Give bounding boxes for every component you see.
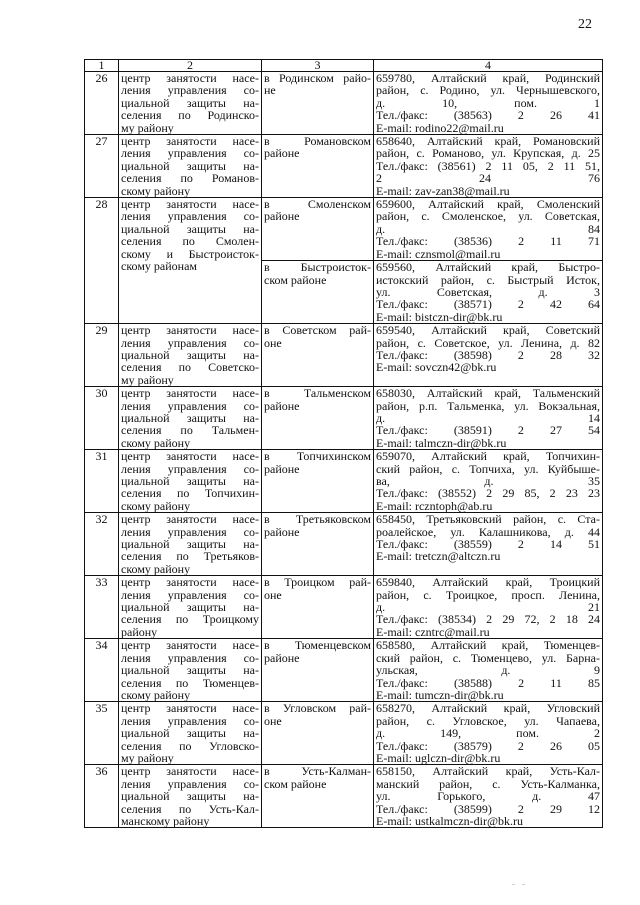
organization-name-line: центр занятости насе- xyxy=(121,512,259,527)
service-area-line: районе xyxy=(264,524,300,539)
organization-name xyxy=(119,324,262,387)
contact-address-line: роалейское, ул. Калашникова, д. 44 xyxy=(376,524,600,539)
organization-name-line: ления управления со- xyxy=(121,398,259,413)
service-area-line: в Угловском рай- xyxy=(264,701,371,716)
column-number-3: 3 xyxy=(262,60,374,72)
service-area-line: районе xyxy=(264,398,300,413)
organization-name-line: центр занятости насе- xyxy=(121,71,259,85)
contact-address-line: E-mail: rczntoph@ab.ru xyxy=(376,498,493,513)
contact-address-line: д. 10, пом. 1 xyxy=(376,95,600,110)
organization-name-line: селения по Третьяков- xyxy=(121,549,259,564)
organization-name-line: циальной защиты на- xyxy=(121,158,259,173)
organization-name-line: центр занятости насе- xyxy=(121,386,259,401)
organization-name xyxy=(119,387,262,450)
service-area-line: в Третьяковском xyxy=(264,512,371,527)
table-row xyxy=(85,765,603,828)
service-area xyxy=(262,765,374,828)
organization-name-line: ления управления со- xyxy=(121,587,259,602)
organization-name xyxy=(119,576,262,639)
contact-address xyxy=(374,387,603,450)
service-area-line: в Тюменцевском xyxy=(264,638,371,653)
contact-address-line: 659560, Алтайский край, Быстро- xyxy=(376,260,600,275)
column-number-1: 1 xyxy=(85,60,119,72)
table-row xyxy=(85,639,603,702)
organization-name-line: селения по Смолен- xyxy=(121,234,259,249)
contact-address-line: манский район, с. Усть-Калманка, xyxy=(376,776,600,791)
contact-address-line: E-mail: czntrc@mail.ru xyxy=(376,624,490,639)
contact-address xyxy=(374,324,603,387)
row-number: 33 xyxy=(85,576,119,639)
table-row xyxy=(85,324,603,387)
table-row xyxy=(85,702,603,765)
service-area xyxy=(262,513,374,576)
row-number: 28 xyxy=(85,198,119,324)
contact-address-line: ский район, с. Тюменцево, ул. Барна- xyxy=(376,650,600,665)
organization-name-line: циальной защиты на- xyxy=(121,789,259,804)
contact-address-line: район, с. Угловское, ул. Чапаева, xyxy=(376,713,600,728)
service-area-line: в Тальменском xyxy=(264,386,371,401)
service-area-line: ском районе xyxy=(264,272,327,287)
contact-address-line: E-mail: ustkalmczn-dir@bk.ru xyxy=(376,813,524,828)
contact-address-line: 658150, Алтайский край, Усть-Кал- xyxy=(376,764,600,779)
service-area-line: в Смоленском xyxy=(264,197,371,212)
organization-name-line: ления управления со- xyxy=(121,335,259,350)
contact-address xyxy=(374,261,603,324)
service-area xyxy=(262,576,374,639)
table-row xyxy=(85,450,603,513)
contact-address xyxy=(374,702,603,765)
organization-name-line: скому району xyxy=(121,687,191,702)
contact-address-line: Тел./факс: (38598) 2 28 32 xyxy=(376,347,600,362)
service-area-line: не xyxy=(264,83,276,98)
service-area xyxy=(262,450,374,513)
service-area-line: в Романовском xyxy=(264,134,371,149)
page-number: 22 xyxy=(578,17,592,32)
contact-address-line: E-mail: zav-zan38@mail.ru xyxy=(376,183,510,198)
organization-name-line: ления управления со- xyxy=(121,713,259,728)
organization-name-line: ления управления со- xyxy=(121,461,259,476)
contact-address-line: E-mail: talmczn-dir@bk.ru xyxy=(376,435,507,450)
organization-name-line: циальной защиты на- xyxy=(121,221,259,236)
service-area-line: ском районе xyxy=(264,776,327,791)
service-area xyxy=(262,639,374,702)
contact-address-line: д. 149, пом. 2 xyxy=(376,726,600,741)
contact-address xyxy=(374,576,603,639)
organization-name-line: му району xyxy=(121,120,174,135)
contact-address-line: 658270, Алтайский край, Угловский xyxy=(376,701,600,716)
organization-name-line: центр занятости насе- xyxy=(121,197,259,212)
contact-address-line: Тел./факс: (38552) 2 29 85, 2 23 23 xyxy=(376,486,600,501)
table-body xyxy=(85,72,603,828)
table-row xyxy=(85,513,603,576)
contact-address xyxy=(374,198,603,261)
contact-address-line: д. 21 xyxy=(376,600,600,615)
contact-address-line: E-mail: rodino22@mail.ru xyxy=(376,120,504,135)
organization-name xyxy=(119,765,262,828)
contact-address-line: E-mail: sovczn42@bk.ru xyxy=(376,360,497,375)
contact-address-line: 658580, Алтайский край, Тюменцев- xyxy=(376,638,600,653)
organization-name-line: ления управления со- xyxy=(121,776,259,791)
contact-address-line: ул. Советская, д. 3 xyxy=(376,284,600,299)
organization-name-line: ления управления со- xyxy=(121,650,259,665)
column-number-4: 4 xyxy=(374,60,603,72)
contact-address-line: 659070, Алтайский край, Топчихин- xyxy=(376,449,600,464)
organization-name-line: центр занятости насе- xyxy=(121,449,259,464)
contact-address-line: E-mail: uglczn-dir@bk.ru xyxy=(376,750,501,765)
contact-address-line: д. 84 xyxy=(376,221,600,236)
contact-address-line: 659780, Алтайский край, Родинский xyxy=(376,71,600,85)
table-row xyxy=(85,198,603,261)
service-area-line: оне xyxy=(264,713,282,728)
contact-address-line: район, с. Смоленское, ул. Советская, xyxy=(376,209,600,224)
contact-address-line: 658640, Алтайский край, Романовский xyxy=(376,134,600,149)
organization-name-line: скому районам xyxy=(121,259,198,274)
service-area-line: в Усть-Калман- xyxy=(264,764,371,779)
contact-address xyxy=(374,135,603,198)
contact-address-line: район, с. Троицкое, просп. Ленина, xyxy=(376,587,600,602)
row-number: 26 xyxy=(85,72,119,135)
service-area-line: районе xyxy=(264,650,300,665)
service-area-line: в Троицком рай- xyxy=(264,575,371,590)
organization-name xyxy=(119,198,262,324)
service-area xyxy=(262,387,374,450)
organization-name-line: ления управления со- xyxy=(121,209,259,224)
service-area-line: оне xyxy=(264,335,282,350)
organization-name-line: селения по Угловско- xyxy=(121,738,259,753)
row-number: 32 xyxy=(85,513,119,576)
contact-address xyxy=(374,72,603,135)
contact-address-line: Тел./факс: (38579) 2 26 05 xyxy=(376,738,600,753)
service-area xyxy=(262,135,374,198)
row-number: 29 xyxy=(85,324,119,387)
organization-name-line: ления управления со- xyxy=(121,83,259,98)
service-area-line: в Топчихинском xyxy=(264,449,371,464)
table-row xyxy=(85,72,603,135)
organization-name-line: селения по Советско- xyxy=(121,360,259,375)
contact-address-line: Тел./факс: (38571) 2 42 64 xyxy=(376,297,600,312)
service-area xyxy=(262,72,374,135)
contact-address-line: Тел./факс: (38563) 2 26 41 xyxy=(376,108,600,123)
service-area-line: в Советском рай- xyxy=(264,323,371,338)
contact-address xyxy=(374,513,603,576)
organization-name-line: му району xyxy=(121,372,174,387)
service-area-line: оне xyxy=(264,587,282,602)
organization-name-line: центр занятости насе- xyxy=(121,638,259,653)
organization-name-line: циальной защиты на- xyxy=(121,474,259,488)
organization-name xyxy=(119,450,262,513)
contact-address-line: 2 24 76 xyxy=(376,171,600,186)
organization-name-line: ления управления со- xyxy=(121,524,259,539)
scan-artifact xyxy=(512,884,515,885)
organization-name-line: селения по Усть-Кал- xyxy=(121,801,259,816)
service-area xyxy=(262,702,374,765)
contact-address-line: Тел./факс: (38561) 2 11 05, 2 11 51, xyxy=(376,158,600,173)
organization-name-line: циальной защиты на- xyxy=(121,663,259,678)
row-number: 34 xyxy=(85,639,119,702)
row-number: 36 xyxy=(85,765,119,828)
organization-name-line: селения по Троицкому xyxy=(121,612,259,627)
table-row xyxy=(85,135,603,198)
row-number: 30 xyxy=(85,387,119,450)
service-area-line: в Родинском райо- xyxy=(264,71,371,85)
contact-address-line: ский район, с. Топчиха, ул. Куйбыше- xyxy=(376,461,600,476)
contact-address-line: ульская, д. 9 xyxy=(376,663,600,678)
contact-address-line: Тел./факс: (38536) 2 11 71 xyxy=(376,234,600,249)
organization-name-line: селения по Романов- xyxy=(121,171,259,186)
organization-name-line: циальной защиты на- xyxy=(121,600,259,615)
organization-name-line: циальной защиты на- xyxy=(121,347,259,362)
contact-address xyxy=(374,450,603,513)
organization-name-line: скому району xyxy=(121,561,191,576)
row-number: 35 xyxy=(85,702,119,765)
contact-address-line: 658450, Третьяковский район, с. Ста- xyxy=(376,512,600,527)
organization-name-line: циальной защиты на- xyxy=(121,537,259,552)
organization-name-line: селения по Тальмен- xyxy=(121,423,259,438)
table-row xyxy=(85,576,603,639)
contact-address-line: район, с. Романово, ул. Крупская, д. 25 xyxy=(376,146,600,161)
organization-name-line: центр занятости насе- xyxy=(121,764,259,779)
table-row xyxy=(85,387,603,450)
contact-address-line: ул. Горького, д. 47 xyxy=(376,789,600,804)
organization-name xyxy=(119,513,262,576)
employment-centers-table xyxy=(84,59,603,828)
organization-name-line: селения по Тюменцев- xyxy=(121,675,259,690)
service-area-line: в Быстроисток- xyxy=(264,260,371,275)
service-area xyxy=(262,324,374,387)
organization-name-line: центр занятости насе- xyxy=(121,701,259,716)
contact-address-line: Тел./факс: (38591) 2 27 54 xyxy=(376,423,600,438)
organization-name-line: скому району xyxy=(121,435,191,450)
organization-name-line: манскому району xyxy=(121,813,210,828)
organization-name-line: скому и Быстроисток- xyxy=(121,246,259,261)
organization-name-line: циальной защиты на- xyxy=(121,95,259,110)
contact-address-line: 659540, Алтайский край, Советский xyxy=(376,323,600,338)
organization-name-line: циальной защиты на- xyxy=(121,726,259,741)
organization-name xyxy=(119,702,262,765)
service-area-line: районе xyxy=(264,209,300,224)
contact-address-line: Тел./факс: (38588) 2 11 85 xyxy=(376,675,600,690)
service-area xyxy=(262,261,374,324)
row-number: 27 xyxy=(85,135,119,198)
column-number-2: 2 xyxy=(119,60,262,72)
contact-address-line: Тел./факс: (38599) 2 29 12 xyxy=(376,801,600,816)
row-number: 31 xyxy=(85,450,119,513)
service-area-line: районе xyxy=(264,146,300,161)
contact-address-line: E-mail: tumczn-dir@bk.ru xyxy=(376,687,504,702)
organization-name-line: ления управления со- xyxy=(121,146,259,161)
contact-address-line: ва, д. 35 xyxy=(376,474,600,488)
organization-name-line: центр занятости насе- xyxy=(121,575,259,590)
organization-name xyxy=(119,639,262,702)
contact-address-line: район, с. Советское, ул. Ленина, д. 82 xyxy=(376,335,600,350)
organization-name-line: центр занятости насе- xyxy=(121,323,259,338)
contact-address-line: Тел./факс: (38534) 2 29 72, 2 18 24 xyxy=(376,612,600,627)
organization-name-line: му району xyxy=(121,750,174,765)
contact-address xyxy=(374,639,603,702)
column-number-row xyxy=(85,60,603,72)
organization-name-line: циальной защиты на- xyxy=(121,410,259,425)
contact-address-line: E-mail: cznsmol@mail.ru xyxy=(376,246,501,261)
contact-address-line: 658030, Алтайский край, Тальменский xyxy=(376,386,600,401)
contact-address-line: район, с. Родино, ул. Чернышевского, xyxy=(376,83,600,98)
contact-address-line: Тел./факс: (38559) 2 14 51 xyxy=(376,537,600,552)
contact-address-line: район, р.п. Тальменка, ул. Вокзальная, xyxy=(376,398,600,413)
contact-address-line: 659840, Алтайский край, Троицкий xyxy=(376,575,600,590)
contact-address-line: E-mail: bistczn-dir@bk.ru xyxy=(376,309,503,324)
contact-address-line: 659600, Алтайский край, Смоленский xyxy=(376,197,600,212)
organization-name-line: району xyxy=(121,624,158,639)
scan-artifact xyxy=(522,884,525,885)
organization-name-line: скому району xyxy=(121,183,191,198)
organization-name-line: селения по Топчихин- xyxy=(121,486,259,501)
contact-address xyxy=(374,765,603,828)
service-area xyxy=(262,198,374,261)
service-area-line: районе xyxy=(264,461,300,476)
organization-name-line: селения по Родинско- xyxy=(121,108,259,123)
contact-address-line: истокский район, с. Быстрый Исток, xyxy=(376,272,600,287)
organization-name xyxy=(119,72,262,135)
organization-name-line: центр занятости насе- xyxy=(121,134,259,149)
organization-name xyxy=(119,135,262,198)
contact-address-line: E-mail: tretczn@altczn.ru xyxy=(376,549,501,564)
contact-address-line: д. 14 xyxy=(376,410,600,425)
organization-name-line: скому району xyxy=(121,498,191,513)
